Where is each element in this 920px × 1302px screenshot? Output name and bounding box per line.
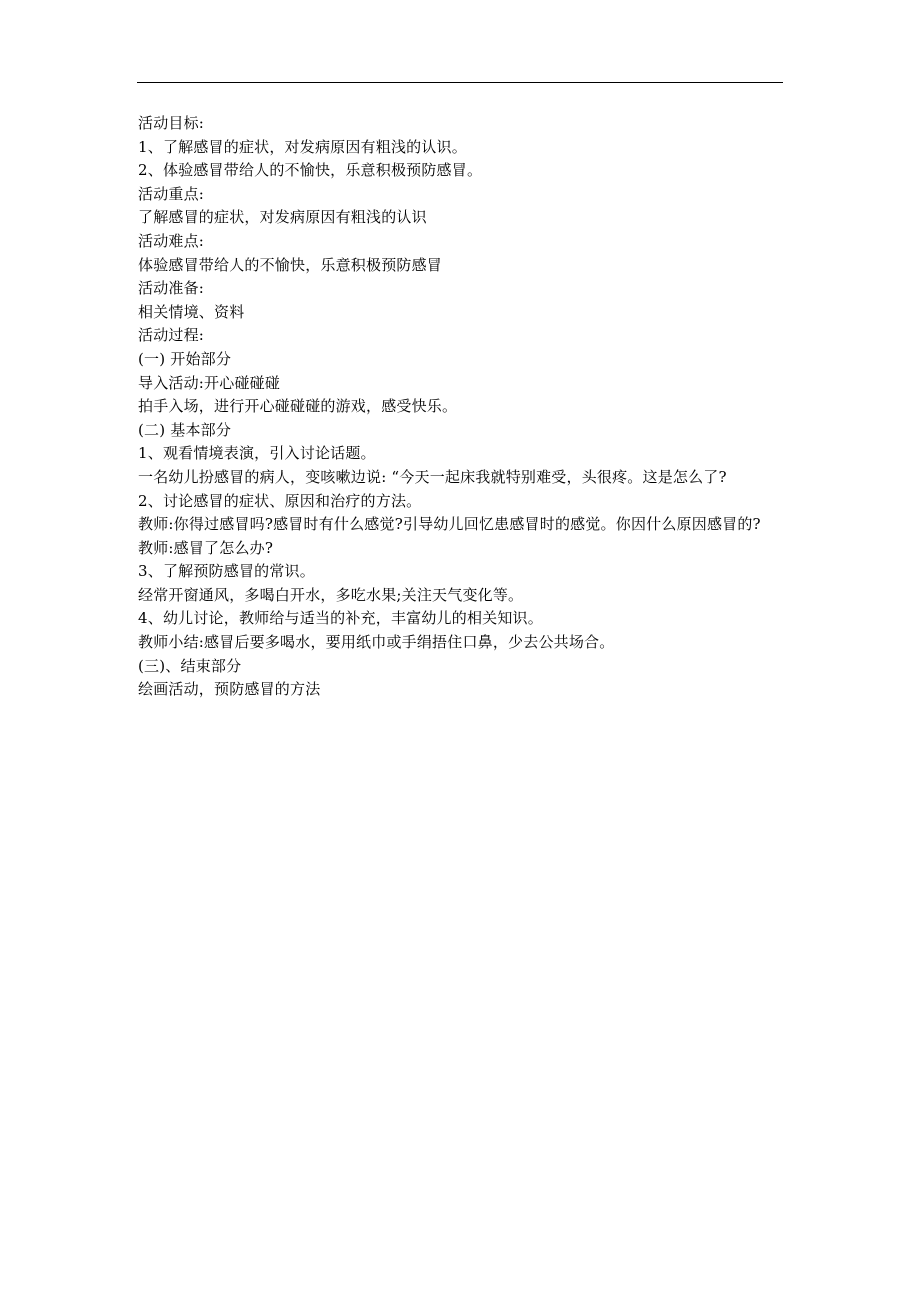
section-heading-goals: 活动目标:	[138, 114, 205, 132]
difficulties-text: 体验感冒带给人的不愉快，乐意积极预防感冒	[138, 255, 443, 274]
subsection-heading-end: (三)、结束部分	[138, 656, 242, 675]
process-text: 经常开窗通风，多喝白开水，多吃水果;关注天气变化等。	[138, 585, 524, 604]
process-step-2: 2、讨论感冒的症状、原因和治疗的方法。	[138, 491, 422, 510]
process-step-3: 3、了解预防感冒的常识。	[138, 562, 315, 581]
preparation-text: 相关情境、资料	[138, 302, 245, 321]
process-step-1: 1、观看情境表演，引入讨论话题。	[138, 444, 376, 463]
process-text: 教师小结:感冒后要多喝水，要用纸巾或手绢捂住口鼻，少去公共场合。	[138, 633, 615, 652]
process-step-4: 4、幼儿讨论，教师给与适当的补充，丰富幼儿的相关知识。	[138, 609, 543, 628]
process-text: 拍手入场，进行开心碰碰碰的游戏，感受快乐。	[138, 397, 458, 416]
key-points-text: 了解感冒的症状，对发病原因有粗浅的认识	[138, 208, 427, 227]
process-text: 教师:你得过感冒吗?感冒时有什么感觉?引导幼儿回忆患感冒时的感觉。你因什么原因感冒的?	[138, 515, 761, 534]
section-heading-preparation: 活动准备:	[138, 279, 205, 298]
goal-item-2: 2、体验感冒带给人的不愉快，乐意积极预防感冒。	[138, 161, 483, 180]
subsection-heading-start: (一) 开始部分	[138, 349, 232, 368]
header-rule	[137, 82, 783, 83]
process-text: 一名幼儿扮感冒的病人，变咳嗽边说: “今天一起床我就特别难受，头很疼。这是怎么了?	[138, 467, 727, 486]
section-heading-process: 活动过程:	[138, 326, 205, 345]
process-text: 导入活动:开心碰碰碰	[138, 373, 281, 392]
process-text: 绘画活动，预防感冒的方法	[138, 680, 321, 699]
subsection-heading-basic: (二) 基本部分	[138, 420, 232, 439]
goal-item-1: 1、了解感冒的症状，对发病原因有粗浅的认识。	[138, 137, 467, 156]
section-heading-key-points: 活动重点:	[138, 184, 205, 203]
process-text: 教师:感冒了怎么办?	[138, 538, 274, 557]
section-heading-difficulties: 活动难点:	[138, 231, 205, 250]
document-body	[138, 112, 784, 702]
